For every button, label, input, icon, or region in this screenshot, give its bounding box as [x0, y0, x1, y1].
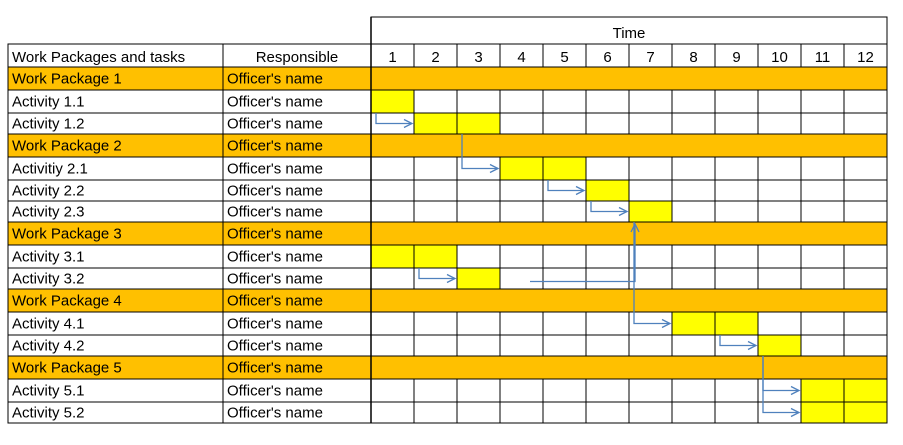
timeline-cell [801, 157, 844, 180]
month-header: 10 [771, 49, 788, 66]
timeline-cell [371, 157, 414, 180]
timeline-cell [586, 90, 629, 113]
timeline-cell [414, 402, 457, 423]
timeline-cell [500, 180, 543, 201]
timeline-cell [844, 201, 887, 222]
timeline-cell [414, 335, 457, 356]
activity-name: Activity 4.2 [12, 337, 85, 355]
package-name: Work Package 1 [12, 70, 122, 88]
timeline-cell [672, 402, 715, 423]
timeline-cell [672, 245, 715, 268]
timeline-cell [414, 180, 457, 201]
package-timeline-bar [371, 134, 887, 157]
package-responsible: Officer's name [227, 225, 323, 243]
timeline-cell [758, 201, 801, 222]
activity-name: Activity 5.1 [12, 382, 85, 400]
timeline-cell [586, 402, 629, 423]
activity-responsible: Officer's name [227, 160, 323, 178]
time-header: Time [612, 25, 646, 42]
package-name: Work Package 2 [12, 137, 122, 155]
timeline-cell [586, 379, 629, 402]
timeline-cell [672, 90, 715, 113]
timeline-cell [672, 268, 715, 289]
timeline-cell [758, 312, 801, 335]
timeline-cell [543, 245, 586, 268]
activity-responsible: Officer's name [227, 270, 323, 288]
timeline-cell [586, 335, 629, 356]
activity-responsible: Officer's name [227, 404, 323, 422]
package-timeline-bar [371, 356, 887, 379]
timeline-cell [586, 312, 629, 335]
timeline-cell [629, 402, 672, 423]
package-responsible: Officer's name [227, 292, 323, 310]
timeline-cell [758, 157, 801, 180]
timeline-cell [844, 157, 887, 180]
timeline-cell [629, 379, 672, 402]
activity-responsible: Officer's name [227, 182, 323, 200]
timeline-cell [457, 312, 500, 335]
timeline-cell [715, 402, 758, 423]
timeline-cell [672, 113, 715, 134]
timeline-cell [844, 268, 887, 289]
package-responsible: Officer's name [227, 359, 323, 377]
responsible-column-header: Responsible [255, 49, 339, 66]
timeline-cell [715, 201, 758, 222]
timeline-cell [629, 113, 672, 134]
timeline-cell [758, 268, 801, 289]
timeline-cell [543, 312, 586, 335]
timeline-cell [629, 335, 672, 356]
package-name: Work Package 3 [12, 225, 122, 243]
timeline-cell [457, 201, 500, 222]
timeline-cell [457, 245, 500, 268]
timeline-cell [414, 90, 457, 113]
package-timeline-bar [371, 222, 887, 245]
timeline-cell [457, 379, 500, 402]
activity-bar-cell [543, 157, 586, 180]
activity-name: Activity 1.1 [12, 93, 85, 111]
activity-bar-cell [672, 312, 715, 335]
timeline-cell [715, 90, 758, 113]
timeline-cell [371, 312, 414, 335]
timeline-cell [414, 201, 457, 222]
timeline-cell [500, 402, 543, 423]
timeline-cell [715, 268, 758, 289]
timeline-cell [758, 90, 801, 113]
timeline-cell [414, 312, 457, 335]
activity-responsible: Officer's name [227, 93, 323, 111]
timeline-cell [844, 245, 887, 268]
timeline-cell [371, 379, 414, 402]
timeline-cell [758, 180, 801, 201]
month-header: 6 [603, 49, 612, 66]
timeline-cell [844, 335, 887, 356]
activity-bar-cell [586, 180, 629, 201]
timeline-cell [801, 201, 844, 222]
timeline-cell [500, 312, 543, 335]
activity-responsible: Officer's name [227, 115, 323, 133]
timeline-cell [801, 268, 844, 289]
package-responsible: Officer's name [227, 137, 323, 155]
timeline-cell [543, 90, 586, 113]
timeline-cell [543, 113, 586, 134]
activity-bar-cell [500, 157, 543, 180]
activity-responsible: Officer's name [227, 315, 323, 333]
timeline-cell [629, 157, 672, 180]
timeline-cell [543, 402, 586, 423]
timeline-cell [371, 201, 414, 222]
timeline-cell [500, 268, 543, 289]
timeline-cell [715, 113, 758, 134]
timeline-cell [500, 335, 543, 356]
timeline-cell [457, 180, 500, 201]
timeline-cell [371, 402, 414, 423]
timeline-cell [586, 157, 629, 180]
activity-bar-cell [715, 312, 758, 335]
activity-responsible: Officer's name [227, 248, 323, 266]
activity-responsible: Officer's name [227, 203, 323, 221]
activity-name: Activity 3.2 [12, 270, 85, 288]
month-header: 3 [474, 49, 483, 66]
timeline-cell [629, 90, 672, 113]
timeline-cell [844, 312, 887, 335]
activity-bar-cell [457, 113, 500, 134]
activity-bar-cell [758, 335, 801, 356]
activity-responsible: Officer's name [227, 382, 323, 400]
package-timeline-bar [371, 289, 887, 312]
activity-name: Activity 1.2 [12, 115, 85, 133]
timeline-cell [543, 268, 586, 289]
timeline-cell [457, 90, 500, 113]
timeline-cell [672, 379, 715, 402]
activity-responsible: Officer's name [227, 337, 323, 355]
package-name: Work Package 5 [12, 359, 122, 377]
timeline-cell [500, 201, 543, 222]
month-header: 8 [689, 49, 698, 66]
timeline-cell [844, 90, 887, 113]
activity-name: Activitiy 2.1 [12, 160, 88, 178]
activity-name: Activity 5.2 [12, 404, 85, 422]
activity-bar-cell [629, 201, 672, 222]
timeline-cell [500, 245, 543, 268]
timeline-cell [543, 379, 586, 402]
month-header: 7 [646, 49, 655, 66]
timeline-cell [371, 268, 414, 289]
timeline-cell [414, 379, 457, 402]
month-header: 1 [388, 49, 397, 66]
timeline-cell [371, 335, 414, 356]
timeline-cell [586, 245, 629, 268]
timeline-cell [672, 180, 715, 201]
timeline-cell [543, 201, 586, 222]
activity-name: Activity 2.2 [12, 182, 85, 200]
month-header: 2 [431, 49, 440, 66]
task-column-header: Work Packages and tasks [12, 49, 186, 66]
month-header: 11 [814, 49, 831, 66]
timeline-cell [672, 201, 715, 222]
timeline-cell [500, 90, 543, 113]
timeline-cell [672, 335, 715, 356]
timeline-cell [715, 157, 758, 180]
package-responsible: Officer's name [227, 70, 323, 88]
activity-bar-cell [414, 113, 457, 134]
activity-bar-cell [844, 402, 887, 423]
timeline-cell [801, 335, 844, 356]
activity-bar-cell [801, 402, 844, 423]
timeline-cell [758, 113, 801, 134]
activity-bar-cell [371, 90, 414, 113]
timeline-cell [500, 379, 543, 402]
timeline-cell [715, 245, 758, 268]
timeline-cell [500, 113, 543, 134]
timeline-cell [371, 180, 414, 201]
timeline-cell [457, 402, 500, 423]
timeline-cell [672, 157, 715, 180]
activity-bar-cell [371, 245, 414, 268]
timeline-cell [801, 312, 844, 335]
timeline-cell [457, 335, 500, 356]
month-header: 9 [732, 49, 741, 66]
activity-name: Activity 2.3 [12, 203, 85, 221]
timeline-cell [629, 180, 672, 201]
timeline-cell [586, 113, 629, 134]
month-header: 12 [857, 49, 874, 66]
timeline-cell [543, 335, 586, 356]
activity-bar-cell [457, 268, 500, 289]
timeline-cell [715, 379, 758, 402]
month-header: 5 [560, 49, 569, 66]
timeline-cell [801, 245, 844, 268]
month-header: 4 [517, 49, 526, 66]
timeline-cell [844, 113, 887, 134]
timeline-cell [715, 180, 758, 201]
timeline-cell [844, 180, 887, 201]
timeline-cell [414, 157, 457, 180]
timeline-cell [801, 180, 844, 201]
timeline-cell [801, 113, 844, 134]
activity-name: Activity 4.1 [12, 315, 85, 333]
timeline-cell [586, 268, 629, 289]
package-name: Work Package 4 [12, 292, 122, 310]
activity-bar-cell [844, 379, 887, 402]
package-timeline-bar [371, 67, 887, 90]
timeline-cell [758, 245, 801, 268]
activity-name: Activity 3.1 [12, 248, 85, 266]
activity-bar-cell [414, 245, 457, 268]
activity-bar-cell [801, 379, 844, 402]
timeline-cell [801, 90, 844, 113]
